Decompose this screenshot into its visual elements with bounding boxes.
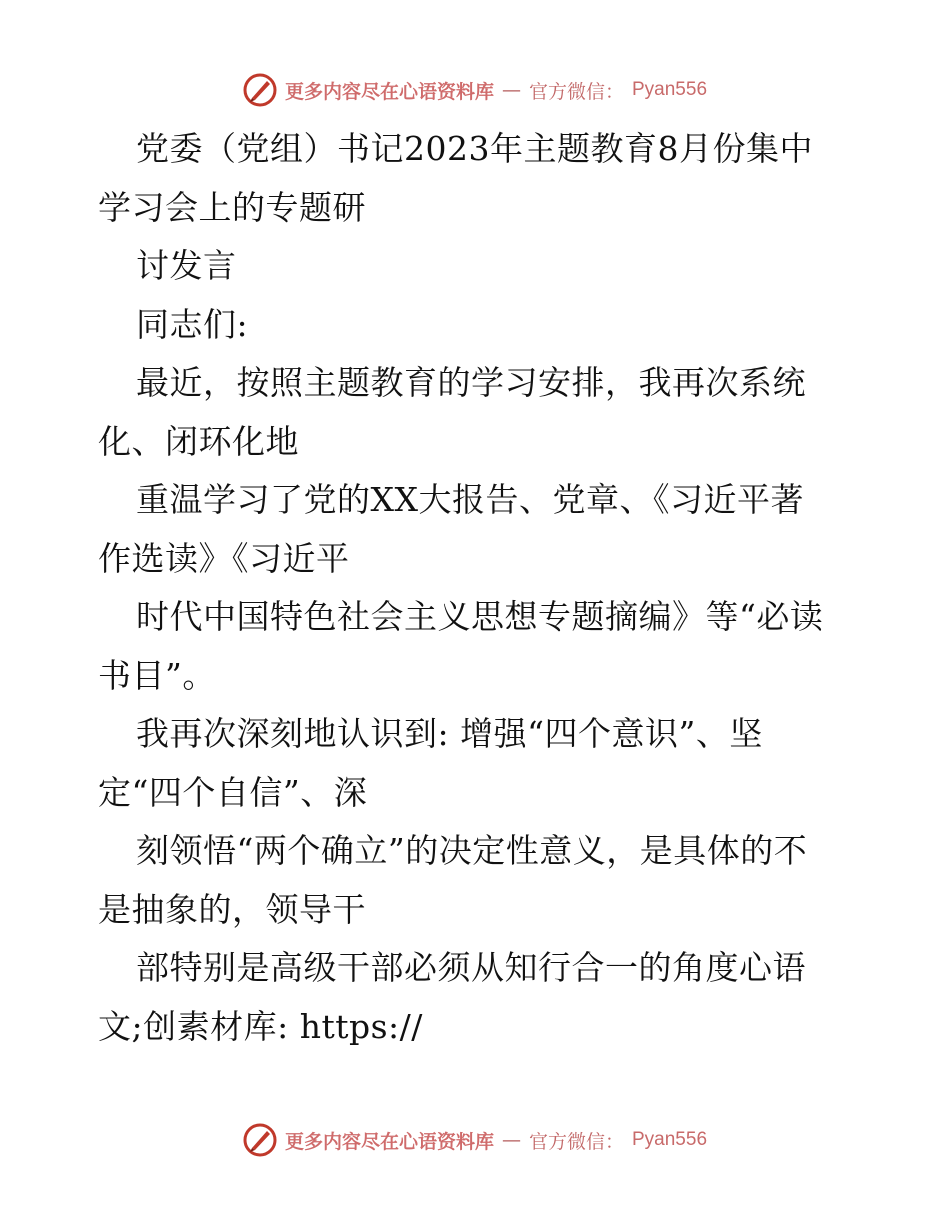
footer-watermark: [0, 1120, 950, 1160]
header-watermark: [0, 70, 950, 110]
watermark-dash: —: [501, 1129, 521, 1151]
document-line: 化、闭环化地: [98, 421, 299, 461]
document-line: 刻领悟“两个确立”的决定性意义，是具体的不: [136, 831, 808, 870]
document-line: 文;创素材库: https://: [98, 1006, 423, 1046]
document-line: 党委（党组）书记2023年主题教育8月份集中: [136, 129, 813, 168]
document-line: 同志们:: [136, 304, 249, 344]
document-line: 时代中国特色社会主义思想专题摘编》等“必读: [136, 597, 824, 636]
document-line: 学习会上的专题研: [98, 187, 366, 227]
document-line: 作选读》《习近平: [98, 538, 350, 578]
document-line: 讨发言: [136, 246, 237, 285]
document-line: 最近，按照主题教育的学习安排，我再次系统: [136, 363, 806, 402]
quill-logo-icon: [243, 1123, 277, 1157]
quill-logo-icon: [243, 73, 277, 107]
watermark-main-text: 更多内容尽在心语资料库: [284, 80, 494, 103]
watermark-wechat-label: 官方微信：: [528, 1130, 624, 1153]
watermark-dash: —: [501, 79, 521, 101]
watermark-wechat-id: Pyan556: [632, 79, 708, 100]
document-line: 重温学习了党的XX大报告、党章、《习近平著: [136, 480, 804, 519]
document-line: 我再次深刻地认识到: 增强“四个意识”、坚: [136, 714, 763, 753]
document-line: 定“四个自信”、深: [98, 772, 368, 812]
document-line: 书目”。: [98, 655, 216, 695]
watermark-wechat-id: Pyan556: [632, 1129, 708, 1150]
watermark-main-text: 更多内容尽在心语资料库: [284, 1130, 494, 1153]
document-line: 部特别是高级干部必须从知行合一的角度心语: [136, 948, 806, 987]
document-body: [98, 120, 898, 1056]
document-line: 是抽象的，领导干: [98, 889, 366, 929]
watermark-wechat-label: 官方微信：: [528, 80, 624, 103]
